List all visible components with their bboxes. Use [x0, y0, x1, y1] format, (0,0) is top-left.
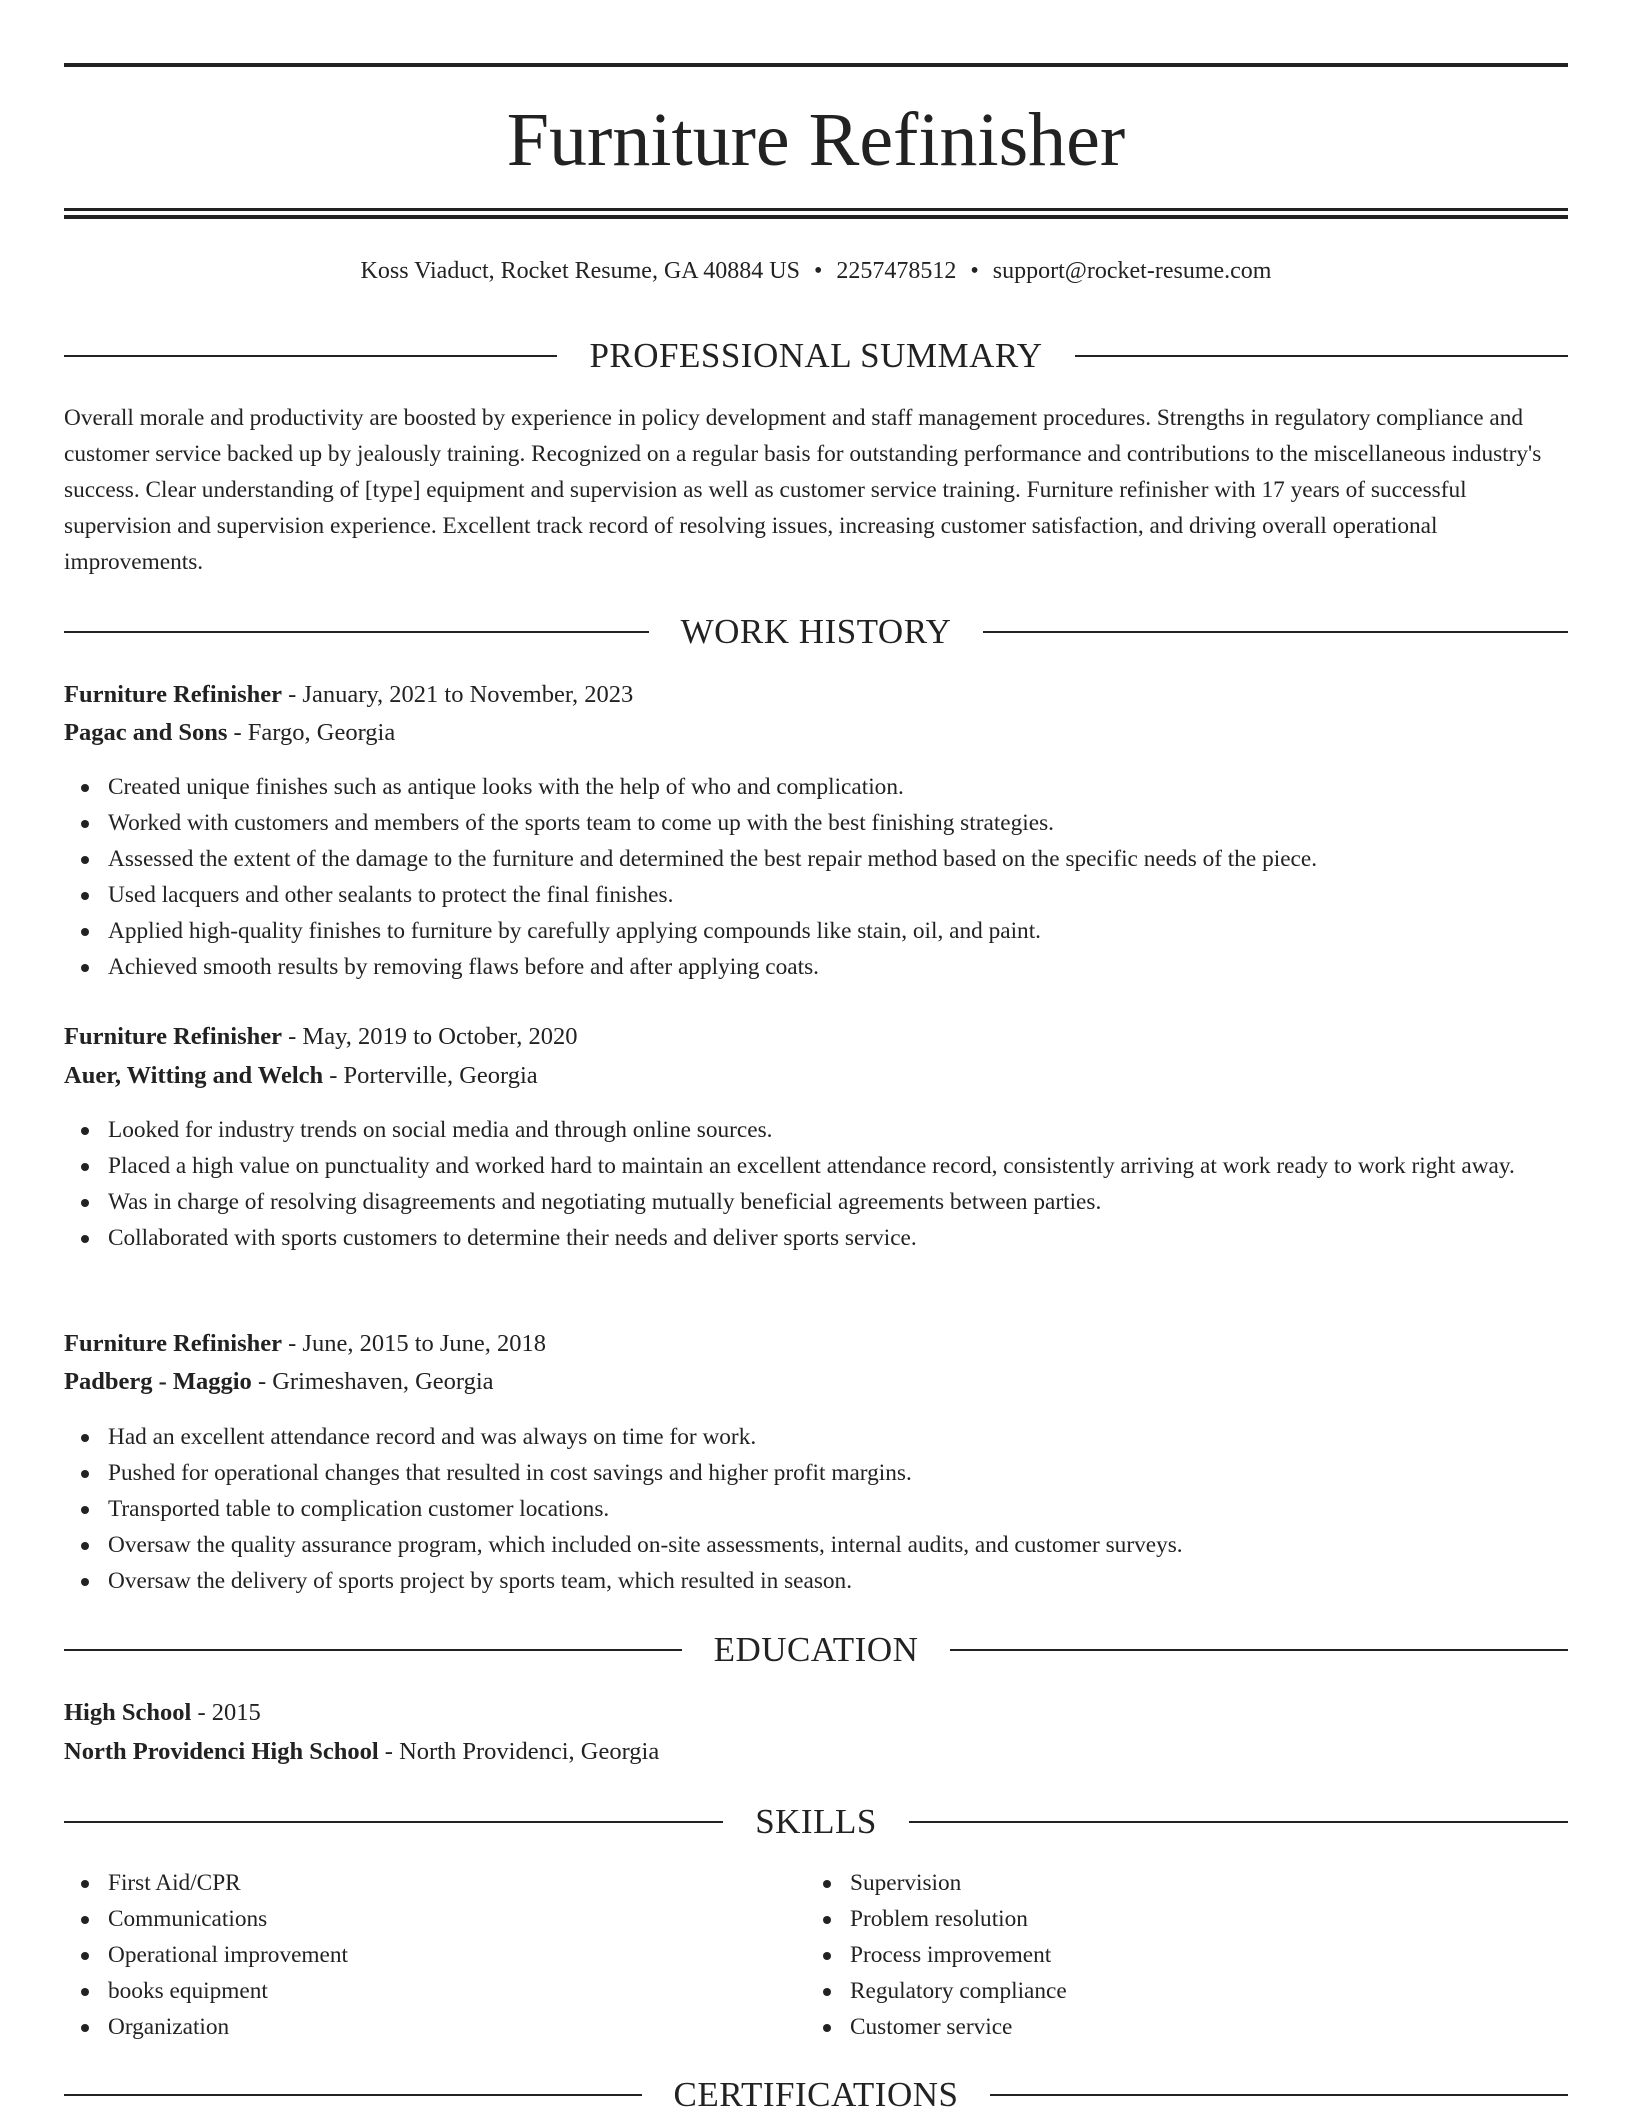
job-location: - Grimeshaven, Georgia: [251, 1368, 494, 1395]
section-rule-left: [64, 2094, 642, 2096]
list-item: Used lacquers and other sealants to protect the final finishes.: [64, 877, 1568, 913]
section-rule-left: [64, 631, 649, 633]
section-title: PROFESSIONAL SUMMARY: [589, 336, 1043, 375]
section-rule-left: [64, 355, 557, 357]
list-item: Operational improvement: [64, 1937, 764, 1973]
list-item: Applied high-quality finishes to furniture by carefully applying compounds like stain, oil, and paint.: [64, 913, 1568, 949]
section-header-work-history: [64, 610, 1568, 654]
section-title: EDUCATION: [713, 1630, 919, 1669]
section-title: WORK HISTORY: [680, 612, 952, 651]
list-item: Transported table to complication customer locations.: [64, 1491, 1568, 1527]
job-location: - Fargo, Georgia: [227, 719, 396, 746]
contact-line: [64, 254, 1568, 288]
education-year: - 2015: [191, 1699, 261, 1726]
job-bullets: [64, 769, 1568, 985]
section-header-certifications: [64, 2073, 1568, 2117]
contact-separator: •: [970, 258, 979, 284]
list-item: Assessed the extent of the damage to the furniture and determined the best repair method based on the specific needs of the piece.: [64, 841, 1568, 877]
education-degree: High School: [64, 1699, 192, 1726]
section-rule-right: [983, 631, 1568, 633]
section-rule-right: [950, 1649, 1568, 1651]
list-item: Problem resolution: [806, 1901, 1506, 1937]
job-company: Auer, Witting and Welch: [64, 1062, 324, 1089]
list-item: Had an excellent attendance record and was always on time for work.: [64, 1419, 1568, 1455]
list-item: Was in charge of resolving disagreements and negotiating mutually beneficial agreements between parties.: [64, 1184, 1568, 1220]
list-item: Collaborated with sports customers to determine their needs and deliver sports service.: [64, 1220, 1568, 1256]
job-bullets: [64, 1419, 1568, 1599]
education-location: - North Providenci, Georgia: [378, 1738, 660, 1765]
job-dates: - June, 2015 to June, 2018: [282, 1330, 547, 1357]
job-company-line: [64, 1364, 1568, 1400]
section-rule-right: [1075, 355, 1568, 357]
list-item: books equipment: [64, 1973, 764, 2009]
job-title-line: [64, 677, 1568, 713]
job-title: Furniture Refinisher: [64, 681, 282, 708]
summary-text: Overall morale and productivity are boosted by experience in policy development and staff management procedures. Strengths in regulatory compliance and customer service backed up by jealously training. Recognized on a regular basis for outstanding performance and contributions to the miscellaneous industry's success. Clear understanding of [type] equipment and supervision as well as customer service training. Furniture refinisher with 17 years of successful supervision and supervision experience. Excellent track record of resolving issues, increasing customer satisfaction, and driving overall operational improvements.: [64, 405, 1542, 575]
section-title: CERTIFICATIONS: [673, 2075, 959, 2114]
section-header-education: [64, 1628, 1568, 1672]
section-rule-left: [64, 1821, 723, 1823]
education-school: North Providenci High School: [64, 1738, 379, 1765]
list-item: Customer service: [806, 2009, 1506, 2045]
job-company-line: [64, 715, 1568, 751]
list-item: Achieved smooth results by removing flaws before and after applying coats.: [64, 949, 1568, 985]
list-item: Worked with customers and members of the sports team to come up with the best finishing strategies.: [64, 805, 1568, 841]
list-item: First Aid/CPR: [64, 1865, 764, 1901]
list-item: Process improvement: [806, 1937, 1506, 1973]
top-rule: [64, 63, 1568, 67]
job-company: Pagac and Sons: [64, 719, 228, 746]
list-item: Pushed for operational changes that resulted in cost savings and higher profit margins.: [64, 1455, 1568, 1491]
list-item: Oversaw the delivery of sports project by sports team, which resulted in season.: [64, 1563, 1568, 1599]
skills-list-left: [64, 1865, 764, 2045]
education-school-line: [64, 1734, 1568, 1770]
section-rule-right: [990, 2094, 1568, 2096]
job-location: - Porterville, Georgia: [323, 1062, 538, 1089]
job-company-line: [64, 1058, 1568, 1094]
section-header-skills: [64, 1800, 1568, 1844]
job-company: Padberg - Maggio: [64, 1368, 252, 1395]
contact-address: Koss Viaduct, Rocket Resume, GA 40884 US: [360, 258, 800, 284]
section-rule-right: [909, 1821, 1568, 1823]
education-degree-line: [64, 1695, 1568, 1731]
job-dates: - May, 2019 to October, 2020: [282, 1023, 578, 1050]
resume-name: Furniture Refinisher: [506, 98, 1126, 182]
section-header-summary: [64, 334, 1568, 378]
contact-separator: •: [813, 258, 823, 284]
section-rule-left: [64, 1649, 682, 1651]
job-dates: - January, 2021 to November, 2023: [282, 681, 634, 708]
job-title-line: [64, 1019, 1568, 1055]
job-title-line: [64, 1326, 1568, 1362]
list-item: Oversaw the quality assurance program, which included on-site assessments, internal audits, and customer surveys.: [64, 1527, 1568, 1563]
list-item: Regulatory compliance: [806, 1973, 1506, 2009]
list-item: Placed a high value on punctuality and worked hard to maintain an excellent attendance record, consistently arriving at work ready to work right away.: [64, 1148, 1568, 1184]
list-item: Supervision: [806, 1865, 1506, 1901]
list-item: Created unique finishes such as antique looks with the help of who and complication.: [64, 769, 1568, 805]
job-title: Furniture Refinisher: [64, 1330, 282, 1357]
double-rule: [64, 208, 1568, 219]
job-title: Furniture Refinisher: [64, 1023, 282, 1050]
section-title: SKILLS: [755, 1802, 877, 1841]
list-item: Organization: [64, 2009, 764, 2045]
list-item: Communications: [64, 1901, 764, 1937]
contact-phone: 2257478512: [836, 258, 957, 284]
skills-list-right: [806, 1865, 1506, 2045]
list-item: Looked for industry trends on social media and through online sources.: [64, 1112, 1568, 1148]
contact-email: support@rocket-resume.com: [992, 258, 1272, 284]
job-bullets: [64, 1112, 1568, 1256]
